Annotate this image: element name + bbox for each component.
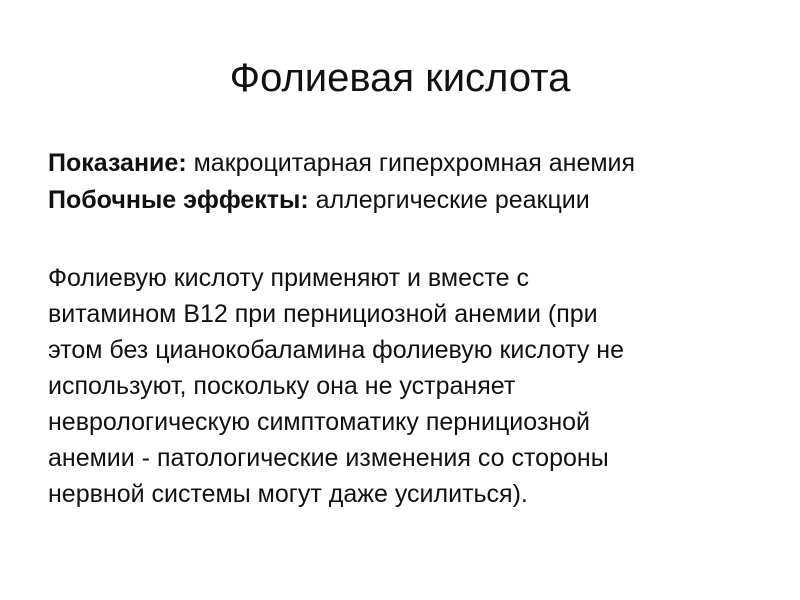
indication-label: Показание: [48,149,187,177]
indication-line [48,145,748,182]
slide-body [48,145,748,512]
usage-paragraph [48,260,748,512]
side-effects-line [48,182,748,219]
paragraph-line: этом без цианокобаламина фолиевую кислоту не [48,336,625,364]
side-effects-label: Побочные эффекты: [48,186,309,214]
paragraph-line: неврологическую симптоматику пернициозной [48,408,590,436]
paragraph-line: анемии - патологические изменения со стороны [48,444,609,472]
paragraph-line: витамином В12 при пернициозной анемии (при [48,300,598,328]
side-effects-text: аллергические реакции [308,186,590,214]
indication-text: макроцитарная гиперхромная анемия [186,149,636,177]
slide-title: Фолиевая кислота [229,56,571,100]
paragraph-line: нервной системы могут даже усилиться). [48,480,528,508]
paragraph-line: Фолиевую кислоту применяют и вместе с [48,264,530,292]
paragraph-line: используют, поскольку она не устраняет [48,372,516,400]
